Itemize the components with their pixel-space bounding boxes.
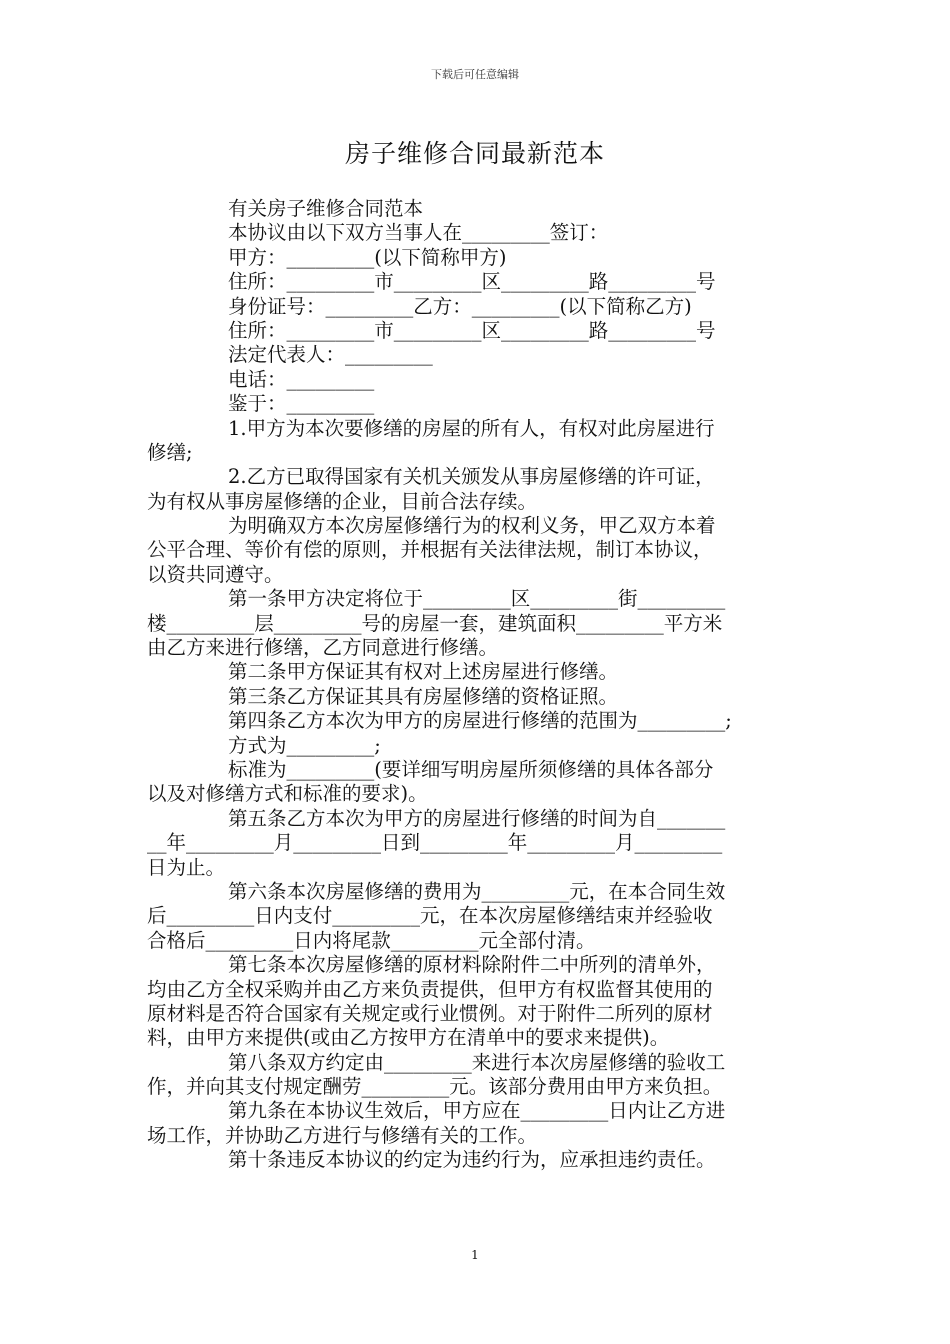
body-line: 标准为_________(要详细写明房屋所须修缮的具体各部分 [228,757,714,781]
page-number: 1 [471,1248,479,1262]
body-line: 以及对修缮方式和标准的要求)。 [147,782,428,806]
body-line: 为明确双方本次房屋修缮行为的权利义务，甲乙双方本着 [228,514,716,538]
body-line: 身份证号：_________乙方：_________(以下简称乙方) [228,294,692,318]
body-line: 楼_________层_________号的房屋一套，建筑面积_________平方米 [147,611,723,635]
body-line: 均由乙方全权采购并由乙方来负责提供，但甲方有权监督其使用的 [147,977,713,1001]
body-line: 由乙方来进行修缮，乙方同意进行修缮。 [147,636,499,660]
header-note: 下载后可任意编辑 [431,68,519,81]
body-line: 修缮; [147,440,193,464]
body-line: 第十条违反本协议的约定为违约行为，应承担违约责任。 [228,1148,716,1172]
document-body [147,197,807,1173]
body-line: 为有权从事房屋修缮的企业，目前合法存续。 [147,489,538,513]
body-line: 第一条甲方决定将位于_________区_________街_________ [228,587,726,611]
body-line: 第二条甲方保证其有权对上述房屋进行修缮。 [228,660,619,684]
body-line: 料，由甲方来提供(或由乙方按甲方在清单中的要求来提供)。 [147,1026,670,1050]
body-line: 第八条双方约定由_________来进行本次房屋修缮的验收工 [228,1050,726,1074]
body-line: 方式为_________; [228,733,381,757]
body-line: 甲方：_________(以下简称甲方) [228,245,507,269]
body-line: 公平合理、等价有偿的原则，并根据有关法律法规，制订本协议， [147,538,713,562]
body-line: 第五条乙方本次为甲方的房屋进行修缮的时间为自_______ [228,806,726,830]
body-line: 日为止。 [147,855,226,879]
body-line: 1.甲方为本次要修缮的房屋的所有人，有权对此房屋进行 [228,416,715,440]
body-line: 原材料是否符合国家有关规定或行业惯例。对于附件二所列的原材 [147,1001,713,1025]
body-line: 第九条在本协议生效后，甲方应在_________日内让乙方进 [228,1099,726,1123]
body-line: 作，并向其支付规定酬劳_________元。该部分费用由甲方来负担。 [147,1075,723,1099]
body-line: __年_________月_________日到_________年_________月_________ [147,831,723,855]
body-line: 第七条本次房屋修缮的原材料除附件二中所列的清单外， [228,953,716,977]
body-line: 电话：_________ [228,367,375,391]
body-line: 第四条乙方本次为甲方的房屋进行修缮的范围为_________; [228,709,732,733]
body-line: 第三条乙方保证其具有房屋修缮的资格证照。 [228,684,619,708]
body-line: 有关房子维修合同范本 [228,197,424,220]
body-line: 本协议由以下双方当事人在_________签订： [228,221,609,245]
body-line: 第六条本次房屋修缮的费用为_________元，在本合同生效 [228,879,726,903]
body-line: 住所：_________市_________区_________路_________号 [228,270,716,294]
body-line: 场工作，并协助乙方进行与修缮有关的工作。 [147,1123,538,1147]
body-line: 法定代表人：_________ [228,343,433,367]
document-title: 房子维修合同最新范本 [344,139,605,168]
body-line: 后_________日内支付_________元，在本次房屋修缮结束并经验收 [147,904,713,928]
body-line: 合格后_________日内将尾款_________元全部付清。 [147,928,596,952]
body-line: 2.乙方已取得国家有关机关颁发从事房屋修缮的许可证， [228,465,715,489]
body-line: 鉴于：_________ [228,392,375,416]
body-line: 住所：_________市_________区_________路_________号 [228,318,716,342]
body-line: 以资共同遵守。 [147,562,284,586]
